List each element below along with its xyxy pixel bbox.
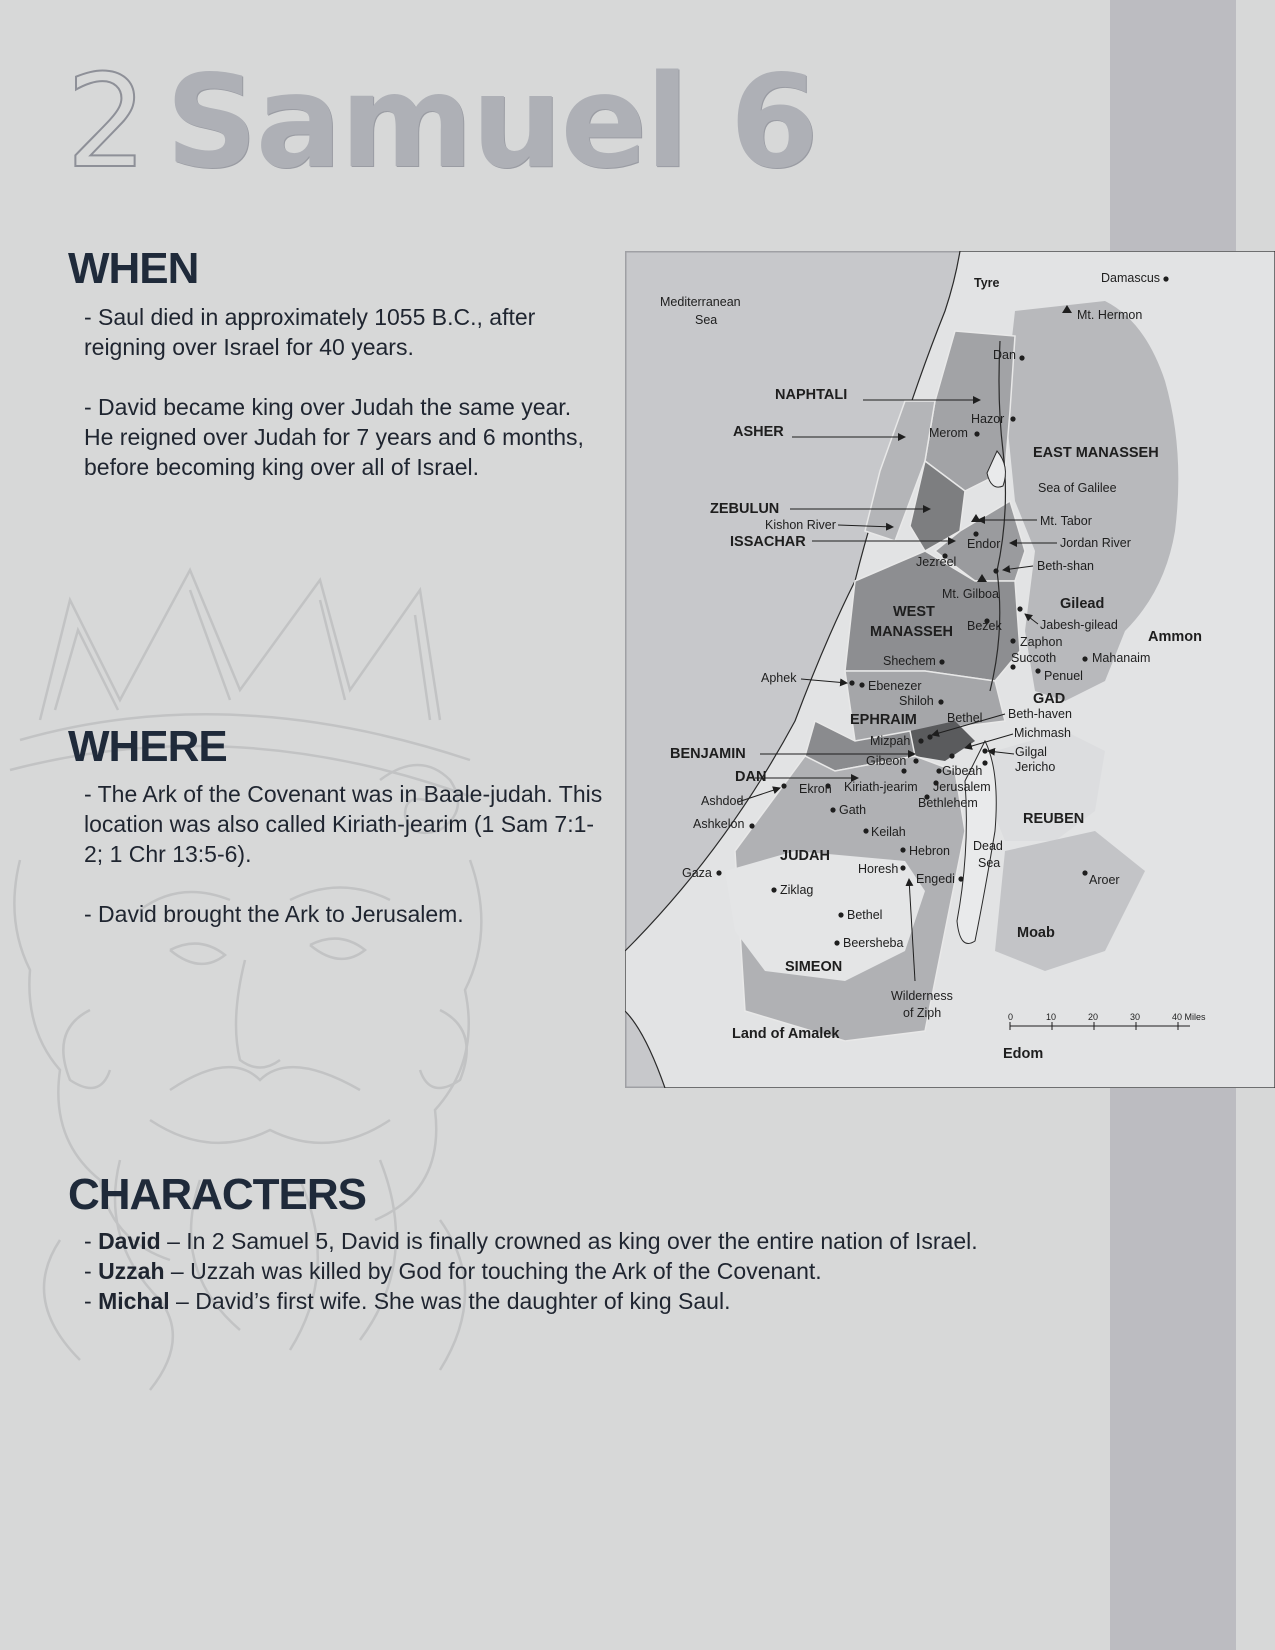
place-horesh: Horesh [858,862,899,876]
place-mt-hermon: Mt. Hermon [1077,308,1143,322]
place-endor: Endor [967,537,1001,551]
place-hebron: Hebron [909,844,950,858]
place-zaphon: Zaphon [1020,635,1063,649]
label-mediterranean: Mediterranean [660,295,741,309]
place-jabesh-gilead: Jabesh-gilead [1040,618,1118,632]
scale-tick: 10 [1046,1012,1057,1022]
label-zebulun: ZEBULUN [710,501,780,517]
place-succoth: Succoth [1011,651,1057,665]
place-jericho: Jericho [1015,760,1056,774]
when-paragraph: - David became king over Judah the same year. He reigned over Judah for 7 years and 6 months, before becoming king over all of Israel. [84,394,584,480]
place-mt-gilboa: Mt. Gilboa [942,587,999,601]
title-book: Samuel 6 [165,48,817,197]
character-description: – David’s first wife. She was the daughter of king Saul. [169,1288,731,1314]
label-benjamin: BENJAMIN [670,746,746,762]
label-judah: JUDAH [780,848,830,864]
character-name: Uzzah [98,1258,165,1284]
place-kiriath-jearim: Kiriath-jearim [844,780,918,794]
label-wilderness: Wilderness [891,989,953,1003]
place-bethlehem: Bethlehem [918,796,978,810]
label-gad: GAD [1033,691,1066,707]
place-jezreel: Jezreel [916,555,957,569]
when-section [84,302,604,512]
label-naphtali: NAPHTALI [775,387,848,403]
place-keilah: Keilah [871,825,906,839]
place-shechem: Shechem [883,654,936,668]
place-michmash: Michmash [1014,726,1071,740]
label-of-ziph: of Ziph [903,1006,942,1020]
label-edom: Edom [1003,1046,1044,1062]
label-issachar: ISSACHAR [730,534,806,550]
where-section [84,779,604,959]
character-name: Michal [98,1288,170,1314]
place-aroer: Aroer [1089,873,1120,887]
character-description: – Uzzah was killed by God for touching the Ark of the Covenant. [164,1258,822,1284]
place-jerusalem: Jerusalem [933,780,991,794]
label-moab: Moab [1017,925,1055,941]
place-aphek: Aphek [761,671,797,685]
place-jordan-river: Jordan River [1060,536,1131,550]
where-heading: WHERE [68,722,227,771]
label-asher: ASHER [733,424,784,440]
place-engedi: Engedi [916,872,955,886]
place-ebenezer: Ebenezer [868,679,922,693]
character-name: David [98,1228,161,1254]
place-ekron: Ekron [799,782,832,796]
when-paragraph: - Saul died in approximately 1055 B.C., after reigning over Israel for 40 years. [84,304,536,360]
where-paragraph: - David brought the Ark to Jerusalem. [84,901,464,927]
place-gaza: Gaza [682,866,712,880]
characters-heading: CHARACTERS [68,1170,366,1219]
place-dan: Dan [993,348,1016,362]
place-tyre: Tyre [974,276,1000,290]
character-description: – In 2 Samuel 5, David is finally crowned as king over the entire nation of Israel. [160,1228,978,1254]
place-gibeah: Gibeah [942,764,983,778]
place-mizpah: Mizpah [870,734,911,748]
place-hazor: Hazor [971,412,1005,426]
place-sea-of-galilee: Sea of Galilee [1038,481,1117,495]
label-reuben: REUBEN [1023,811,1085,827]
place-beth-shan: Beth-shan [1037,559,1094,573]
scale-tick: 0 [1008,1012,1014,1022]
place-bethel-south: Bethel [847,908,883,922]
place-mt-tabor: Mt. Tabor [1040,514,1092,528]
page-title [66,48,817,197]
label-west: WEST [893,604,935,620]
when-heading: WHEN [68,244,199,293]
label-east-manasseh: EAST MANASSEH [1033,445,1159,461]
label-dan: DAN [735,769,767,785]
place-ziklag: Ziklag [780,883,814,897]
title-number: 2 [66,48,144,197]
place-gilgal: Gilgal [1015,745,1047,759]
label-dead: Dead [973,839,1003,853]
place-merom: Merom [929,426,968,440]
scale-tick: 20 [1088,1012,1099,1022]
character-item: - David – In 2 Samuel 5, David is finally crowned as king over the entire nation of Israel. [84,1228,978,1254]
place-gath: Gath [839,803,867,817]
place-mahanaim: Mahanaim [1092,651,1151,665]
scale-tick: 30 [1130,1012,1141,1022]
scale-tick: 40 Miles [1172,1012,1206,1022]
label-ephraim: EPHRAIM [850,712,917,728]
label-gilead: Gilead [1060,596,1105,612]
character-item: - Michal – David’s first wife. She was the daughter of king Saul. [84,1288,731,1314]
character-item: - Uzzah – Uzzah was killed by God for touching the Ark of the Covenant. [84,1258,822,1284]
place-kishon-river: Kishon River [765,518,836,532]
label-land-of-amalek: Land of Amalek [732,1026,840,1042]
place-damascus: Damascus [1101,271,1161,285]
place-shiloh: Shiloh [899,694,934,708]
characters-list [84,1226,978,1316]
place-bethel: Bethel [947,711,983,725]
place-ashkelon: Ashkelon [693,817,745,831]
place-ashdod: Ashdod [701,794,744,808]
place-beersheba: Beersheba [843,936,904,950]
place-penuel: Penuel [1044,669,1083,683]
where-paragraph: - The Ark of the Covenant was in Baale-judah. This location was also called Kiriath-jearim (1 Sam 7:1-2; 1 Chr 13:5-6). [84,781,603,867]
place-bezek: Bezek [967,619,1002,633]
label-sea: Sea [695,313,718,327]
label-dead-sea: Sea [978,856,1001,870]
place-gibeon: Gibeon [866,754,907,768]
label-simeon: SIMEON [785,959,843,975]
label-ammon: Ammon [1148,629,1202,645]
label-manasseh: MANASSEH [870,624,953,640]
place-beth-haven: Beth-haven [1008,707,1072,721]
israel-tribes-map [625,251,1275,1088]
